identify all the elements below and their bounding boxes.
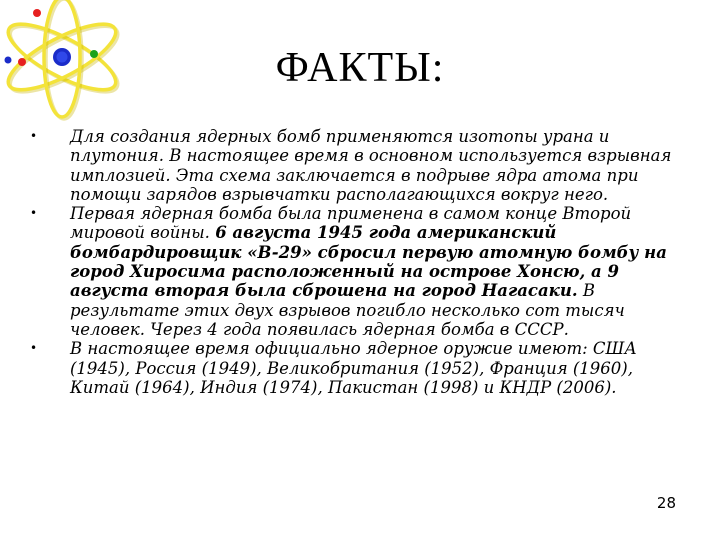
bullet-text: Первая ядерная бомба была применена в самом конце Второй мировой войны.	[70, 204, 632, 243]
bullet-dot: •	[30, 341, 38, 356]
page-number: 28	[656, 494, 676, 512]
bullet-text: В результате этих двух взрывов погибло несколько сот тысяч человек. Через 4 года появилась ядерная бомба в СССР.	[70, 281, 625, 339]
slide-title: ФАКТЫ:	[275, 45, 445, 91]
electron-green	[90, 50, 98, 58]
bullet-item	[30, 339, 680, 397]
bullet-dot: •	[30, 206, 38, 221]
electron-red-2	[18, 58, 26, 66]
bullet-text-bold: 6 августа 1945 года американский бомбардировщик «B-29» сбросил первую атомную бомбу на город Хиросима расположенный на острове Хонсю, а 9 августа вторая была сброшена на город Нагасаки.	[70, 223, 667, 301]
bullet-dot: •	[30, 129, 38, 143]
bullet-list	[30, 127, 680, 397]
bullet-text: В настоящее время официально ядерное оружие имеют: США (1945), Россия (1949), Великобритания (1952), Франция (1960), Китай (1964), Индия (1974), Пакистан (1998) и КНДР (2006).	[70, 339, 637, 397]
bullet-item	[30, 127, 680, 204]
bullet-item	[30, 204, 680, 339]
electron-blue	[5, 57, 12, 64]
bullet-text: Для создания ядерных бомб применяются изотопы урана и плутония. В настоящее время в основном используется взрывная имплозией. Эта схема заключается в подрыве ядра атома при помощи зарядов взрывчатки располагающихся вокруг него.	[70, 127, 672, 204]
atom-icon	[0, 0, 130, 130]
electron-red	[33, 9, 41, 17]
